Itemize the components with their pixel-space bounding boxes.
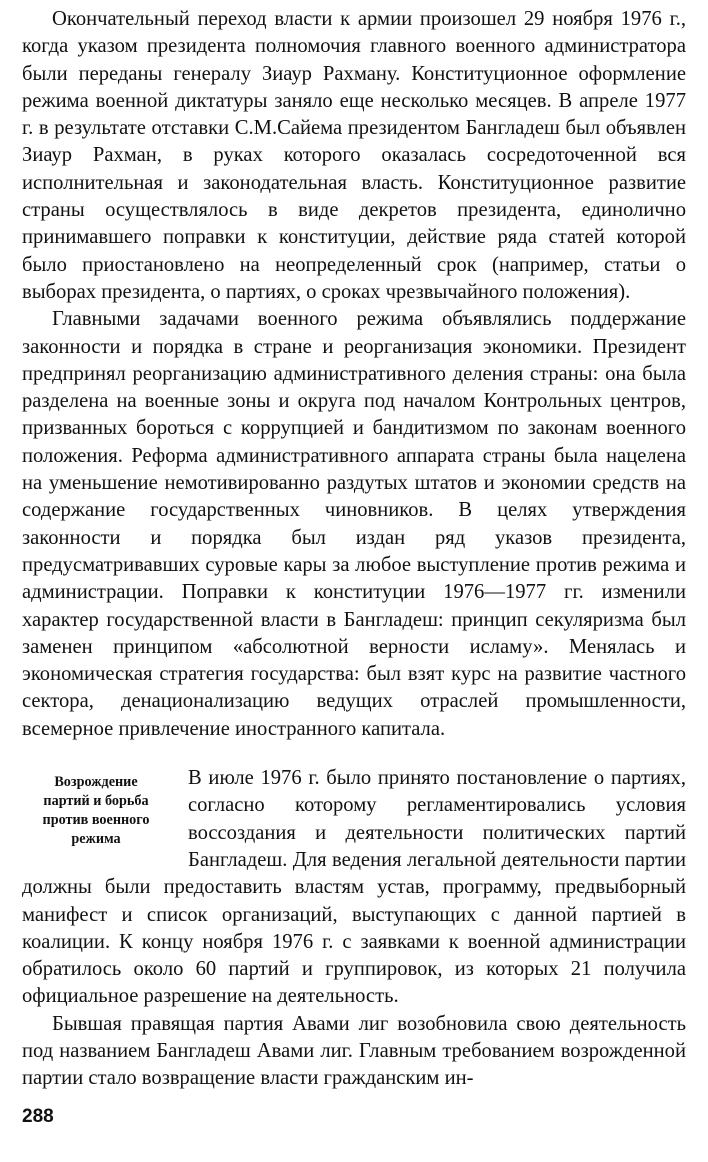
paragraph-party-decree: В июле 1976 г. было принято постановление о партиях, согласно которому регламентировались условия воссоздания и деятельности политических партий Бангладеш. Для ведения легальной деятельности партии должны были предоставить властям устав, программу, предвыборный манифест и список организаций, выступающих с данной партией в коалиции. К концу ноября 1976 г. с заявками к военной администрации обратилось около 60 партий и группировок, из которых 21 получила официальное разрешение на деятельность. bbox=[22, 767, 686, 1008]
paragraph-military-regime-tasks: Главными задачами военного режима объявлялись поддержание законности и порядка в стране и реорганизация экономики. Президент предпринял реорганизацию административного деления страны: она была разделена на военные зоны и округа под началом Контрольных центров, призванных бороться с коррупцией и бандитизмом по законам военного положения. Реформа административного аппарата страны была нацелена на уменьшение немотивированно раздутых штатов и экономии средств на содержание государственных чиновников. В целях утверждения законности и порядка был издан ряд указов президента, предусматривавших суровые кары за любое выступление против режима и администрации. Поправки к конституции 1976—1977 гг. изменили характер государственной власти в Бангладеш: принцип секуляризма был заменен принципом «абсолютной верности исламу». Менялась и экономическая стратегия государства: был взят курс на развитие частного сектора, денационализацию ведущих отраслей промышленности, всемерное привлечение иностранного капитала. bbox=[22, 308, 686, 740]
side-heading bbox=[22, 773, 170, 849]
section-party-revival bbox=[22, 765, 686, 1011]
book-page bbox=[22, 6, 686, 1093]
page-number: 288 bbox=[22, 1106, 54, 1127]
side-heading-line: партий и борьба bbox=[43, 793, 149, 810]
side-heading-line: против военного bbox=[42, 812, 150, 829]
paragraph-transfer-of-power: Окончательный переход власти к армии произошел 29 ноября 1976 г., когда указом президента полномочия главного военного администратора были переданы генералу Зиаур Рахману. Конституционное оформление режима военной диктатуры заняло еще несколько месяцев. В апреле 1977 г. в результате отставки С.М.Сайема президентом Бангладеш был объявлен Зиаур Рахман, в руках которого оказалась сосредоточенной вся исполнительная и законодательная власть. Конституционное развитие страны осуществлялось в виде декретов президента, единолично принимавшего поправки к конституции, действие ряда статей которой было приостановлено на неопределенный срок (например, статьи о выборах президента, о партиях, о сроках чрезвычайного положения). bbox=[22, 8, 686, 303]
side-heading-line: Возрождение bbox=[54, 774, 138, 791]
paragraph-awami-league: Бывшая правящая партия Авами лиг возобновила свою деятельность под названием Бангладеш Авами лиг. Главным требованием возрожденной партии стало возвращение власти гражданским ин- bbox=[22, 1012, 686, 1090]
side-heading-line: режима bbox=[71, 831, 121, 848]
